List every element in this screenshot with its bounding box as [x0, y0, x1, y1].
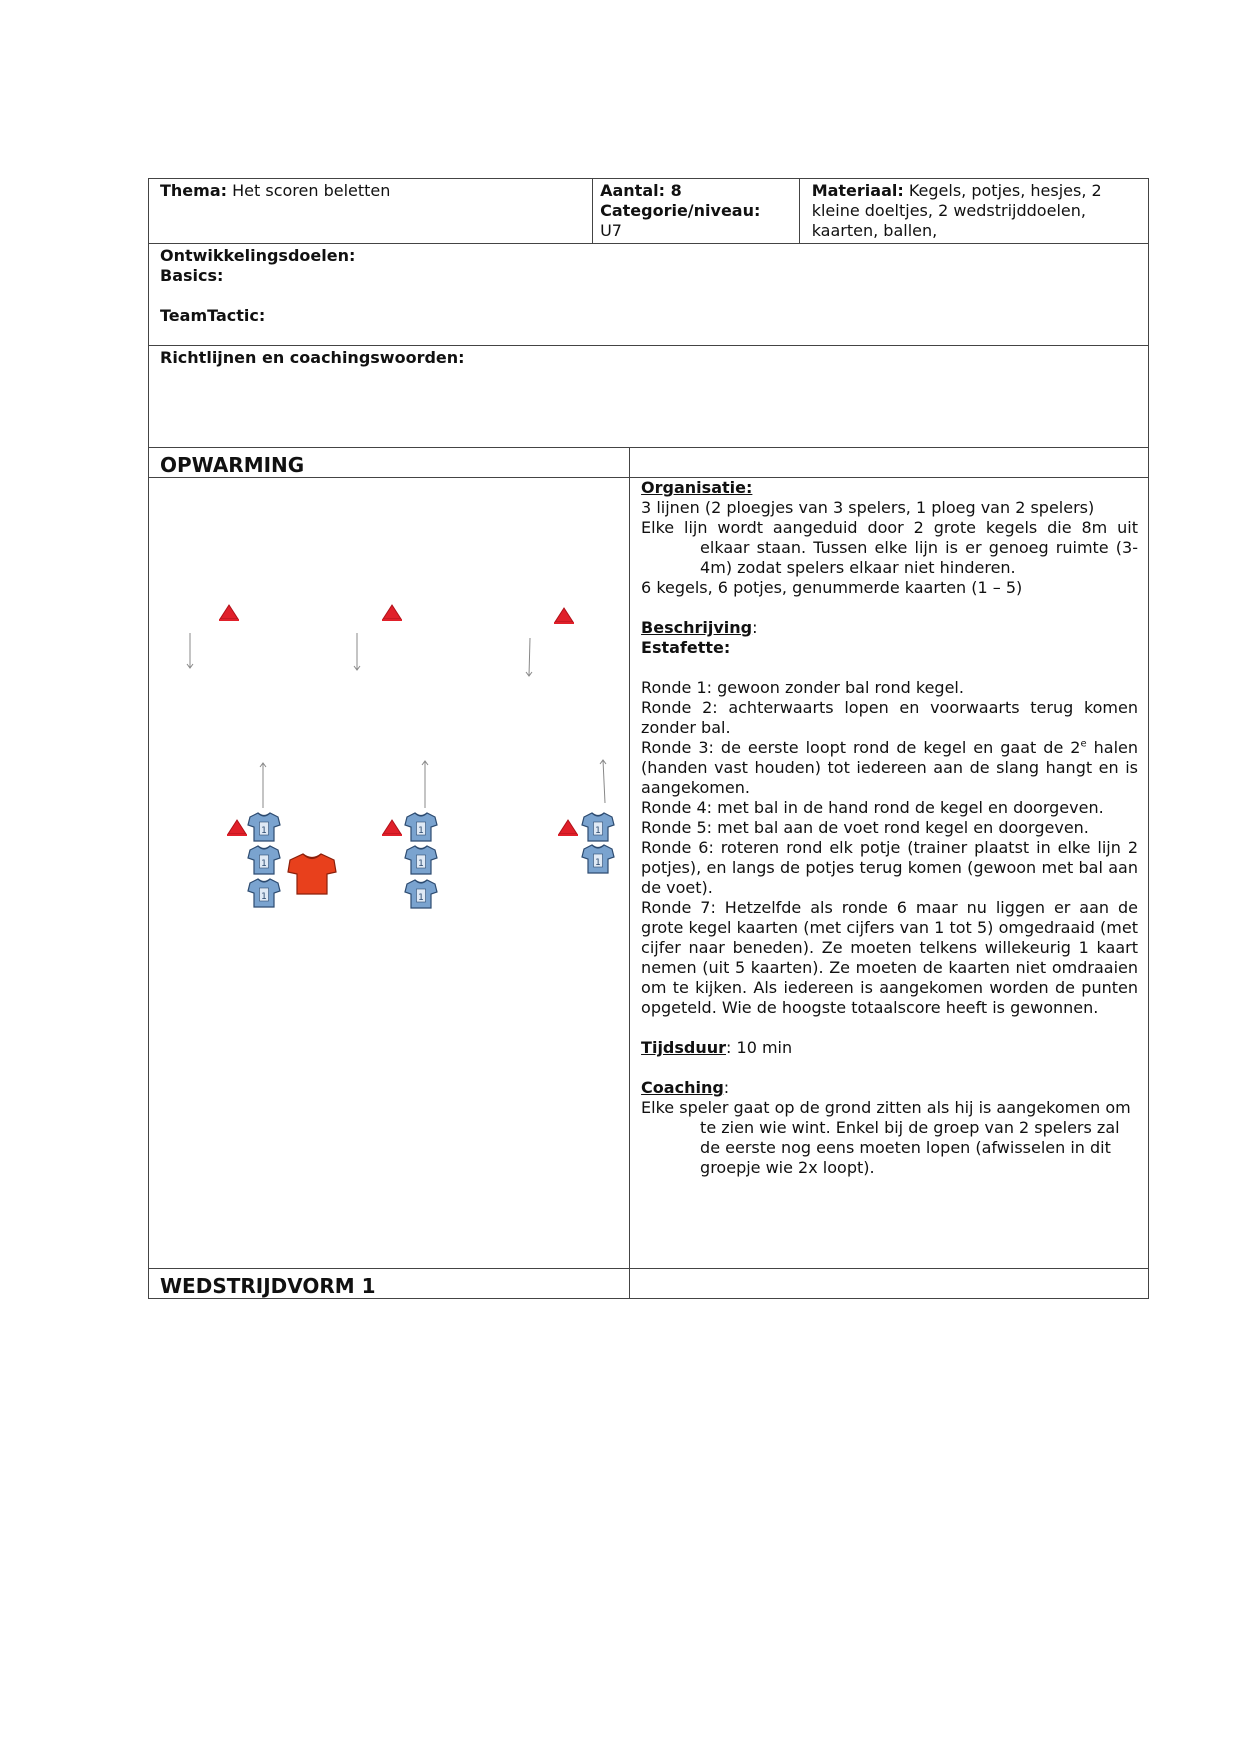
wedstrijdvorm-title: WEDSTRIJDVORM 1 — [160, 1274, 376, 1298]
cone-icon — [555, 608, 573, 622]
cone-icon — [220, 605, 238, 619]
thema-value: Het scoren beletten — [232, 181, 391, 200]
arrow-up-icon — [260, 763, 266, 808]
wedstrijdvorm-title-cell — [149, 1269, 629, 1298]
cone-icon — [559, 820, 577, 834]
aantal-label: Aantal: 8 — [600, 181, 682, 200]
svg-text:1: 1 — [261, 892, 267, 902]
basics-label: Basics: — [160, 266, 224, 285]
materiaal-label: Materiaal: — [811, 181, 904, 200]
coaching-heading: Coaching — [641, 1078, 724, 1097]
aantal-cell — [592, 179, 799, 243]
ontwikkeling-row — [148, 244, 1149, 346]
ronde-6: Ronde 6: roteren rond elk potje (trainer plaatst in elke lijn 2 potjes), en langs de potjes terug komen (gewoon met bal aan de voet). — [641, 838, 1138, 897]
thema-label: Thema: — [160, 181, 228, 200]
beschrijving-heading: Beschrijving — [641, 618, 753, 637]
teamtactic-label: TeamTactic: — [160, 306, 266, 325]
cone-icon — [383, 605, 401, 619]
svg-text:1: 1 — [261, 826, 267, 836]
cone-icon — [383, 820, 401, 834]
svg-text:1: 1 — [595, 826, 601, 836]
arrow-down-icon — [354, 633, 360, 670]
organisatie-line: Elke lijn wordt aangeduid door 2 grote kegels die 8m uit elkaar staan. Tussen elke lijn is er genoeg ruimte (3-4m) zodat spelers elkaar niet hinderen. — [641, 518, 1138, 577]
ontwikkeling-label: Ontwikkelingsdoelen: — [160, 246, 356, 265]
materiaal-value: Kegels, potjes, hesjes, 2 kleine doeltjes, 2 wedstrijddoelen, kaarten, ballen, — [811, 181, 1102, 240]
svg-text:1: 1 — [261, 859, 267, 869]
tijdsduur-heading: Tijdsduur — [641, 1038, 727, 1057]
coaching-text: Elke speler gaat op de grond zitten als hij is aangekomen om te zien wie wint. Enkel bij de groep van 2 spelers zal de eerste nog eens moeten lopen (afwisselen in dit groepje wie 2x loopt). — [641, 1098, 1131, 1177]
ronde-5: Ronde 5: met bal aan de voet rond kegel en doorgeven. — [641, 818, 1089, 837]
richtlijnen-row — [148, 346, 1149, 448]
richtlijnen-label: Richtlijnen en coachingswoorden: — [160, 348, 465, 367]
opwarming-title: OPWARMING — [160, 453, 305, 477]
player-shirt-icon — [405, 880, 437, 908]
drill-diagram — [149, 478, 629, 1268]
wedstrijdvorm-header-row — [148, 1269, 1149, 1299]
organisatie-line: 3 lijnen (2 ploegjes van 3 spelers, 1 ploeg van 2 spelers) — [641, 498, 1095, 517]
ronde-4: Ronde 4: met bal in de hand rond de kegel en doorgeven. — [641, 798, 1104, 817]
trainer-shirt-icon — [288, 854, 336, 894]
session-sheet — [148, 178, 1149, 1299]
arrow-up-icon — [600, 760, 606, 803]
player-shirt-icon — [582, 813, 614, 841]
organisatie-heading: Organisatie: — [641, 478, 753, 497]
ronde-3: Ronde 3: de eerste loopt rond de kegel en gaat de 2e halen (handen vast houden) tot iedereen aan de slang hangt en is aangekomen. — [641, 738, 1139, 797]
arrow-down-icon — [526, 638, 532, 676]
materiaal-cell — [799, 179, 1148, 243]
player-shirt-icon — [405, 813, 437, 841]
player-shirt-icon — [582, 845, 614, 873]
svg-text:1: 1 — [418, 826, 424, 836]
richtlijnen-cell — [149, 346, 1148, 447]
ronde-7: Ronde 7: Hetzelfde als ronde 6 maar nu liggen er aan de grote kegel kaarten (met cijfers van 1 tot 5) omgedraaid (met cijfer naar beneden). Ze moeten telkens willekeurig 1 kaart nemen (uit 5 kaarten). Ze moeten de kaarten niet omdraaien om te kijken. Als iedereen is aangekomen worden de punten opgeteld. Wie de hoogste totaalscore heeft is gewonnen. — [641, 898, 1138, 1017]
estafette-label: Estafette: — [641, 638, 731, 657]
ontwikkeling-cell — [149, 244, 1148, 345]
wedstrijdvorm-header-empty — [629, 1269, 1148, 1298]
svg-text:1: 1 — [418, 859, 424, 869]
player-shirt-icon — [405, 846, 437, 874]
opwarming-header-row — [148, 448, 1149, 478]
ronde-2: Ronde 2: achterwaarts lopen en voorwaarts terug komen zonder bal. — [641, 698, 1138, 737]
categorie-label: Categorie/niveau: — [600, 201, 761, 220]
tijdsduur-value: : 10 min — [726, 1038, 793, 1057]
player-shirt-icon — [248, 813, 280, 841]
player-shirt-icon — [248, 879, 280, 907]
opwarming-description: Organisatie: 3 lijnen (2 ploegjes van 3 spelers, 1 ploeg van 2 spelers) Elke lijn wordt aangeduid door 2 grote kegels die 8m uit elkaar staan. Tussen elke lijn is er genoeg ruimte (3-4m) zodat spelers elkaar niet hinderen. 6 kegels, 6 potjes, genummerde kaarten (1 – 5) Beschrijving: Estafette: Ronde 1: gewoon zonder bal rond kegel. Ronde 2: achterwaarts lopen en voorwaarts terug komen zonder bal. Ronde 3: de eerste loopt rond de kegel en gaat de 2e halen (handen vast houden) tot iedereen aan de slang hangt en is aangekomen. Ronde 4: met bal in de hand rond de kegel en doorgeven. Ronde 5: met bal aan de voet rond kegel en doorgeven. Ronde 6: roteren rond elk potje (trainer plaatst in elke lijn 2 potjes), en langs de potjes terug komen (gewoon met bal aan de voet). Ronde 7: Hetzelfde als ronde 6 maar nu liggen er aan de grote kegel kaarten (met cijfers van 1 tot 5) omgedraaid (met cijfer naar beneden). Ze moeten telkens willekeurig 1 kaart nemen (uit 5 kaarten). Ze moeten de kaarten niet omdraaien om te kijken. Als iedereen is aangekomen worden de punten opgeteld. Wie de hoogste totaalscore heeft is gewonnen. Tijdsduur: 10 min Coaching: Elke speler gaat op de grond zitten als hij is aangekomen om te zien wie wint. Enkel bij de groep van 2 spelers zal de eerste nog eens moeten lopen (afwisselen in dit groepje wie 2x loopt). — [629, 478, 1148, 1268]
player-shirt-icon — [248, 846, 280, 874]
opwarming-header-empty — [629, 448, 1148, 477]
opwarming-title-cell — [149, 448, 629, 477]
drill-diagram-svg — [149, 478, 629, 1268]
categorie-value: U7 — [600, 221, 622, 240]
arrow-down-icon — [187, 633, 193, 668]
header-row — [148, 178, 1149, 244]
cone-icon — [228, 820, 246, 834]
svg-text:1: 1 — [595, 858, 601, 868]
arrow-up-icon — [422, 761, 428, 808]
organisatie-line: 6 kegels, 6 potjes, genummerde kaarten (1 – 5) — [641, 578, 1023, 597]
svg-text:1: 1 — [418, 893, 424, 903]
ronde-1: Ronde 1: gewoon zonder bal rond kegel. — [641, 678, 964, 697]
opwarming-body-row — [148, 478, 1149, 1269]
thema-cell — [149, 179, 592, 243]
